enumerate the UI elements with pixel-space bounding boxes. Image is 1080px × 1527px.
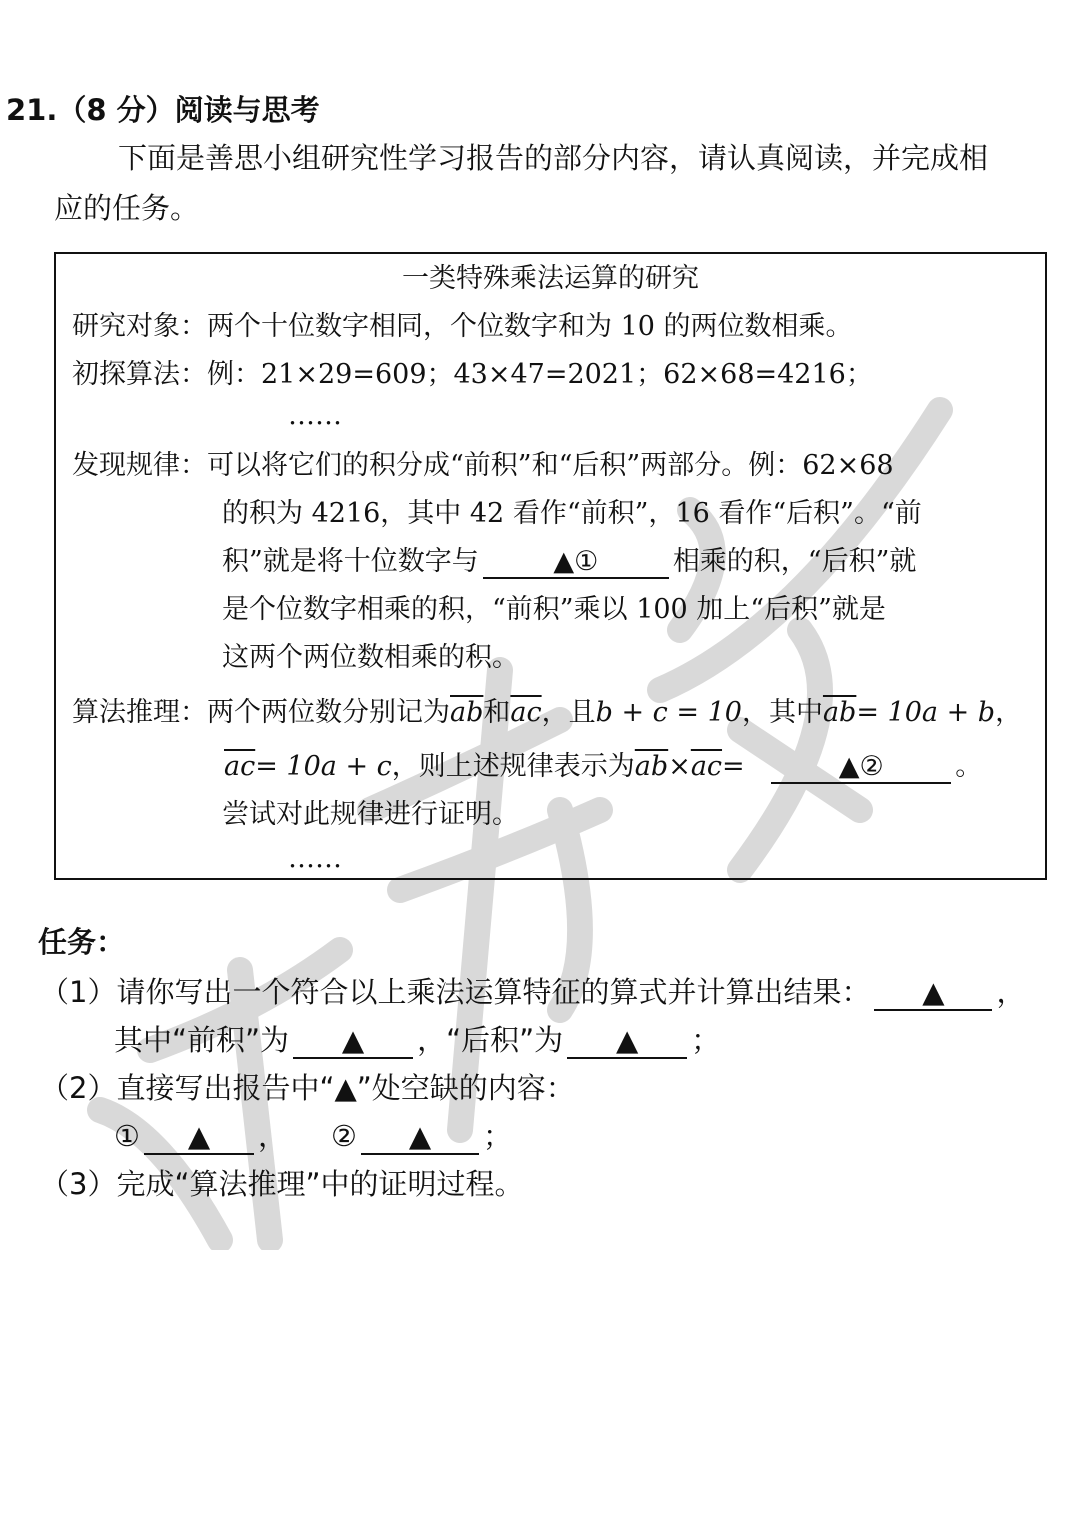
rule-line-5: 这两个两位数相乘的积。 (222, 642, 519, 673)
task-2-line-1: （2）直接写出报告中“▲”处空缺的内容： (40, 1071, 575, 1105)
object-row (72, 304, 853, 343)
overline-ac: $\overline{ac}$ (510, 697, 542, 728)
circle-1: ① (114, 1119, 140, 1153)
blank-2[interactable]: ▲② (771, 752, 951, 784)
task-2-comma: ， (258, 1119, 288, 1153)
task-2-line-2 (114, 1114, 512, 1155)
task-1-blank-formula[interactable]: ▲ (874, 977, 992, 1011)
task-1-text: （1）请你写出一个符合以上乘法运算特征的算式并计算出结果： (40, 975, 871, 1009)
reason-ellipsis: …… (288, 843, 342, 874)
reason-row-1 (72, 690, 1022, 729)
task-1-semicolon: ； (691, 1023, 721, 1057)
rule-label: 发现规律： (72, 450, 207, 481)
task-2-blank-2[interactable]: ▲ (361, 1121, 479, 1155)
eq-ab: = 10a + b (856, 697, 996, 728)
equals-sign: = (722, 751, 745, 782)
reason-line-3: 尝试对此规律进行证明。 (222, 799, 519, 830)
task-1-line-1 (40, 970, 1025, 1011)
reason-text-a: 两个两位数分别记为 (207, 697, 450, 728)
task-2-semicolon: ； (483, 1119, 513, 1153)
rule-line-3b: 相乘的积，“后积”就 (672, 546, 917, 577)
reason-row-2 (224, 744, 982, 784)
rule-line-3a: 积”就是将十位数字与 (222, 546, 479, 577)
question-header: 21.（8 分）阅读与思考 (6, 93, 320, 127)
algo-row (72, 352, 873, 391)
algo-text: 例：21×29=609；43×47=2021；62×68=4216； (207, 359, 873, 390)
object-text: 两个十位数字相同，个位数字和为 10 的两位数相乘。 (207, 311, 853, 342)
overline-ac-3: $\overline{ac}$ (690, 751, 723, 782)
period: 。 (955, 751, 983, 782)
intro-line-2: 应的任务。 (54, 191, 200, 225)
rule-row-1 (72, 443, 894, 482)
reason-label: 算法推理： (72, 697, 207, 728)
algo-ellipsis: …… (288, 400, 342, 431)
reason-text-d: ，则上述规律表示为 (391, 751, 635, 782)
overline-ab: $\overline{ab}$ (450, 697, 484, 728)
task-3: （3）完成“算法推理”中的证明过程。 (40, 1167, 524, 1201)
times-sign: × (668, 751, 691, 782)
and-text: 和 (483, 697, 511, 728)
reason-text-c: ，其中 (741, 697, 823, 728)
task-1-blank-back[interactable]: ▲ (567, 1025, 687, 1059)
rule-row-3 (222, 539, 916, 579)
reason-text-b: ，且 (541, 697, 596, 728)
algo-label: 初探算法： (72, 359, 207, 390)
report-title: 一类特殊乘法运算的研究 (402, 263, 699, 294)
task-1-back: ，“后积”为 (417, 1023, 564, 1057)
task-1-comma: ， (996, 975, 1026, 1009)
task-1-blank-front[interactable]: ▲ (293, 1025, 413, 1059)
circle-2: ② (331, 1119, 358, 1153)
tasks-header: 任务： (38, 925, 126, 959)
task-1-line-2 (114, 1018, 720, 1059)
rule-line-1: 可以将它们的积分成“前积”和“后积”两部分。例：62×68 (207, 450, 894, 481)
task-2-blank-1[interactable]: ▲ (144, 1121, 254, 1155)
intro-line-1: 下面是善思小组研究性学习报告的部分内容，请认真阅读，并完成相 (118, 141, 989, 175)
overline-ac-2: $\overline{ac}$ (224, 751, 256, 782)
condition: b + c = 10 (595, 697, 742, 728)
comma: ， (995, 697, 1023, 728)
task-1-front: 其中“前积”为 (114, 1023, 290, 1057)
object-label: 研究对象： (72, 311, 207, 342)
rule-line-2: 的积为 4216，其中 42 看作“前积”，16 看作“后积”。“前 (222, 498, 922, 529)
eq-ac: = 10a + c (255, 751, 392, 782)
overline-ab-2: $\overline{ab}$ (822, 697, 857, 728)
blank-1[interactable]: ▲① (483, 547, 669, 579)
rule-line-4: 是个位数字相乘的积，“前积”乘以 100 加上“后积”就是 (222, 594, 886, 625)
overline-ab-3: $\overline{ab}$ (634, 751, 669, 782)
